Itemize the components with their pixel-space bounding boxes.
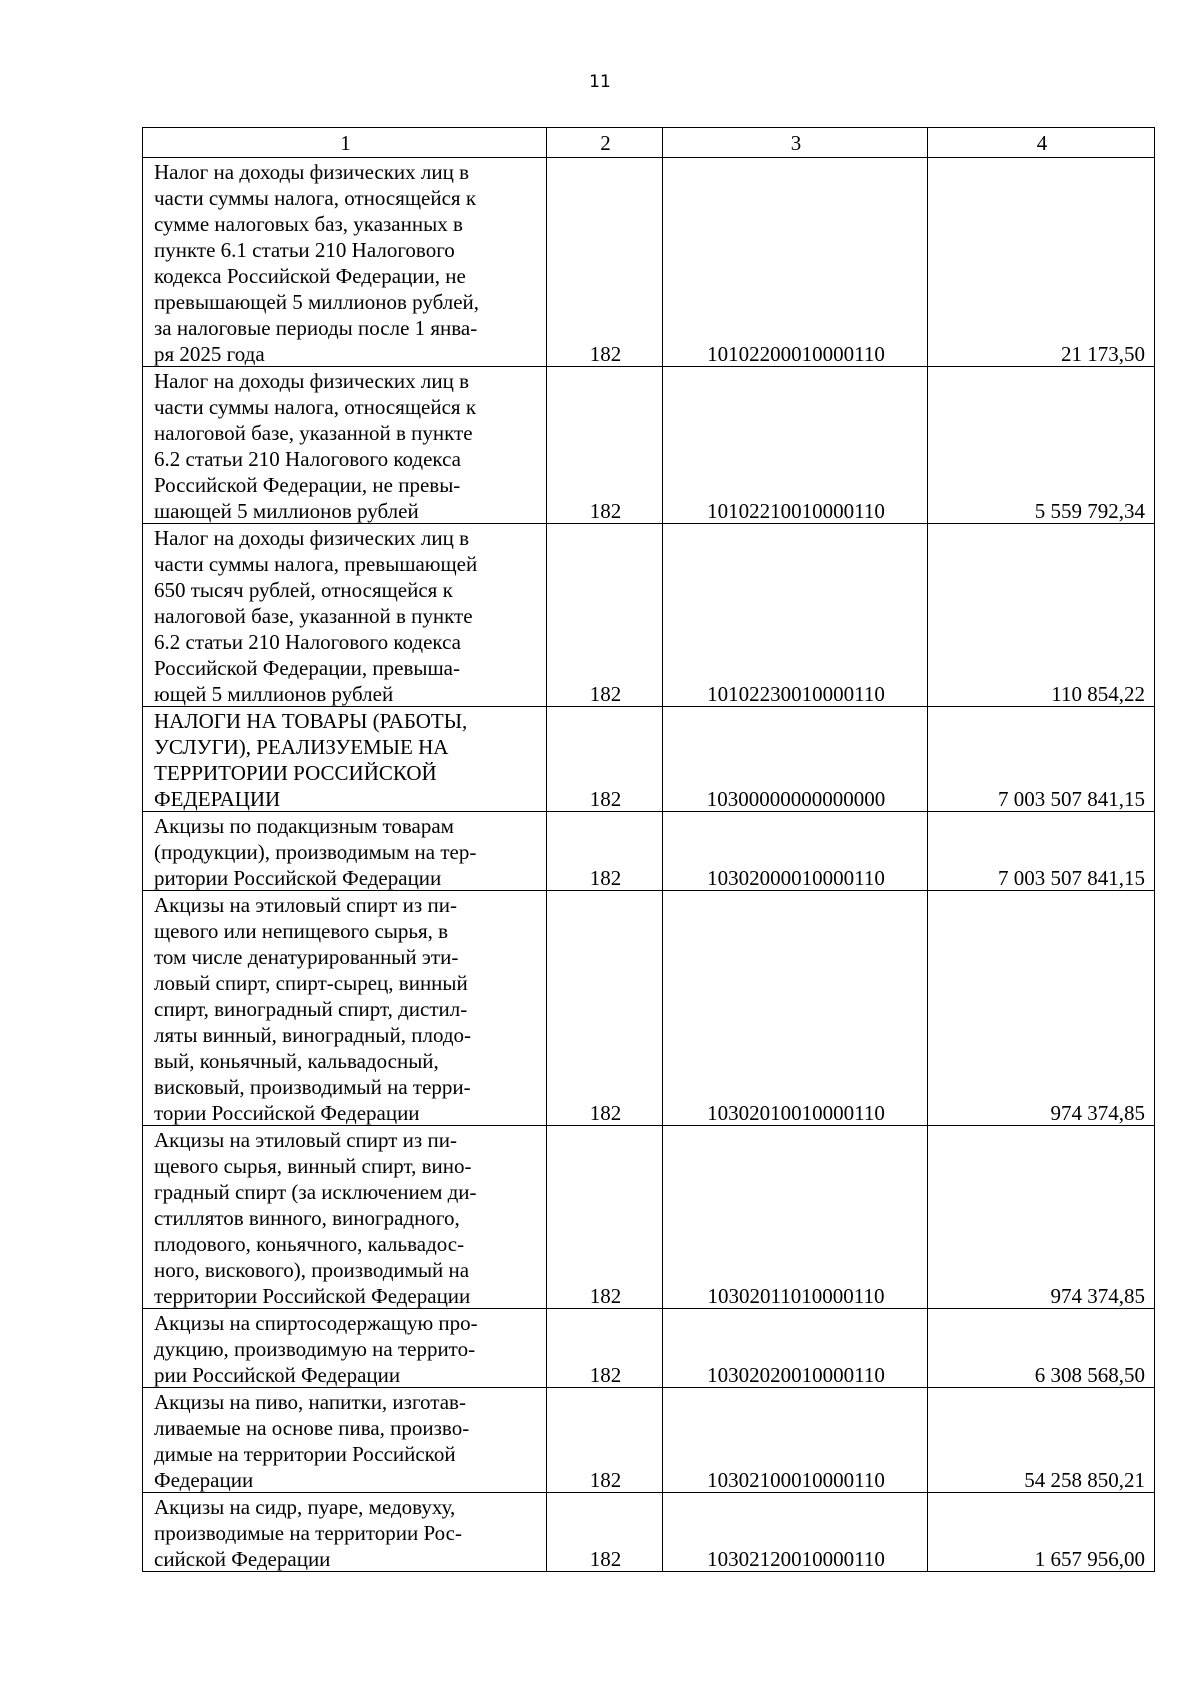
revenue-name-line: УСЛУГИ), РЕАЛИЗУЕМЫЕ НА [154, 735, 449, 759]
budget-classification-code-cell: 10302020010000110 [663, 1309, 928, 1388]
revenue-name-cell [143, 367, 547, 524]
page-number: 11 [589, 72, 611, 92]
revenue-name-cell [143, 1309, 547, 1388]
revenue-name-line: НАЛОГИ НА ТОВАРЫ (РАБОТЫ, [154, 709, 468, 733]
revenue-name-line: дукцию, производимую на террито- [154, 1337, 476, 1361]
budget-classification-code-cell: 10102230010000110 [663, 524, 928, 707]
revenue-name-line: ФЕДЕРАЦИИ [154, 787, 281, 811]
revenue-name-line: за налоговые периоды после 1 янва- [154, 316, 478, 340]
revenue-name-line: Налог на доходы физических лиц в [154, 369, 470, 393]
table-row [143, 1309, 1155, 1388]
revenue-name-line: (продукции), производимым на тер- [154, 840, 477, 864]
revenue-name-line: Акцизы на спиртосодержащую про- [154, 1311, 478, 1335]
revenue-name-line: ляты винный, виноградный, плодо- [154, 1023, 472, 1047]
revenue-name-line: тории Российской Федерации [154, 1101, 420, 1125]
revenue-name-line: Акцизы на пиво, напитки, изготав- [154, 1390, 466, 1414]
revenue-name-line: части суммы налога, относящейся к [154, 186, 477, 210]
admin-code-cell: 182 [547, 1388, 663, 1493]
column-header-4: 4 [928, 128, 1155, 158]
revenue-name-cell [143, 707, 547, 812]
revenue-name-line: превышающей 5 миллионов рублей, [154, 290, 480, 314]
revenue-name-cell [143, 1388, 547, 1493]
revenue-name-line: налоговой базе, указанной в пункте [154, 604, 473, 628]
table-row [143, 1388, 1155, 1493]
revenue-name-line: территории Российской Федерации [154, 1284, 471, 1308]
amount-cell: 6 308 568,50 [928, 1309, 1155, 1388]
amount-cell: 54 258 850,21 [928, 1388, 1155, 1493]
table-row [143, 707, 1155, 812]
revenue-name-line: Федерации [154, 1468, 254, 1492]
revenue-name-line: шающей 5 миллионов рублей [154, 499, 419, 523]
revenue-name-line: Российской Федерации, не превы- [154, 473, 461, 497]
amount-cell: 974 374,85 [928, 1126, 1155, 1309]
amount-cell: 110 854,22 [928, 524, 1155, 707]
budget-classification-code-cell: 10302120010000110 [663, 1493, 928, 1572]
revenue-name-line: сийской Федерации [154, 1547, 331, 1571]
amount-cell: 5 559 792,34 [928, 367, 1155, 524]
admin-code-cell: 182 [547, 524, 663, 707]
table-header-row [143, 128, 1155, 158]
revenue-name-line: Налог на доходы физических лиц в [154, 160, 470, 184]
revenue-name-cell [143, 812, 547, 891]
table-row [143, 812, 1155, 891]
revenue-name-line: 650 тысяч рублей, относящейся к [154, 578, 453, 602]
budget-classification-code-cell: 10302010010000110 [663, 891, 928, 1126]
revenue-name-line: ного, вискового), производимый на [154, 1258, 470, 1282]
amount-cell: 974 374,85 [928, 891, 1155, 1126]
revenue-name-line: щевого сырья, винный спирт, вино- [154, 1154, 472, 1178]
amount-cell: 7 003 507 841,15 [928, 707, 1155, 812]
revenue-name-line: стиллятов винного, виноградного, [154, 1206, 460, 1230]
revenue-name-line: кодекса Российской Федерации, не [154, 264, 466, 288]
table-row [143, 524, 1155, 707]
revenue-name-line: Российской Федерации, превыша- [154, 656, 460, 680]
revenue-name-line: Акцизы на этиловый спирт из пи- [154, 893, 457, 917]
admin-code-cell: 182 [547, 891, 663, 1126]
revenue-name-line: ющей 5 миллионов рублей [154, 682, 394, 706]
admin-code-cell: 182 [547, 812, 663, 891]
revenue-name-line: ТЕРРИТОРИИ РОССИЙСКОЙ [154, 761, 437, 785]
table-row [143, 1493, 1155, 1572]
revenue-name-line: ловый спирт, спирт-сырец, винный [154, 971, 468, 995]
admin-code-cell: 182 [547, 1493, 663, 1572]
revenue-name-line: плодового, коньячного, кальвадос- [154, 1232, 465, 1256]
admin-code-cell: 182 [547, 1309, 663, 1388]
admin-code-cell: 182 [547, 707, 663, 812]
revenue-name-line: рии Российской Федерации [154, 1363, 401, 1387]
revenue-name-line: вый, коньячный, кальвадосный, [154, 1049, 439, 1073]
revenue-name-line: части суммы налога, относящейся к [154, 395, 477, 419]
table-row [143, 891, 1155, 1126]
revenue-name-line: части суммы налога, превышающей [154, 552, 478, 576]
revenue-name-line: висковый, производимый на терри- [154, 1075, 471, 1099]
revenue-name-line: сумме налоговых баз, указанных в [154, 212, 463, 236]
revenue-name-line: градный спирт (за исключением ди- [154, 1180, 477, 1204]
amount-cell: 1 657 956,00 [928, 1493, 1155, 1572]
revenue-name-line: налоговой базе, указанной в пункте [154, 421, 473, 445]
column-header-1: 1 [143, 128, 547, 158]
budget-classification-code-cell: 10302011010000110 [663, 1126, 928, 1309]
budget-classification-code-cell: 10102200010000110 [663, 158, 928, 367]
revenue-name-line: ритории Российской Федерации [154, 866, 442, 890]
amount-cell: 21 173,50 [928, 158, 1155, 367]
column-header-2: 2 [547, 128, 663, 158]
revenue-name-line: Акцизы на этиловый спирт из пи- [154, 1128, 457, 1152]
revenue-name-line: Налог на доходы физических лиц в [154, 526, 470, 550]
revenue-name-cell [143, 158, 547, 367]
revenue-name-line: 6.2 статьи 210 Налогового кодекса [154, 630, 461, 654]
revenue-name-cell [143, 1126, 547, 1309]
budget-classification-code-cell: 10300000000000000 [663, 707, 928, 812]
revenue-name-line: 6.2 статьи 210 Налогового кодекса [154, 447, 461, 471]
revenue-name-cell [143, 524, 547, 707]
revenue-name-line: производимые на территории Рос- [154, 1521, 462, 1545]
admin-code-cell: 182 [547, 158, 663, 367]
admin-code-cell: 182 [547, 367, 663, 524]
table-row [143, 158, 1155, 367]
budget-classification-code-cell: 10302000010000110 [663, 812, 928, 891]
column-header-3: 3 [663, 128, 928, 158]
revenue-name-line: ря 2025 года [154, 342, 265, 366]
revenue-name-line: димые на территории Российской [154, 1442, 456, 1466]
admin-code-cell: 182 [547, 1126, 663, 1309]
revenue-name-cell [143, 891, 547, 1126]
revenue-name-line: пункте 6.1 статьи 210 Налогового [154, 238, 455, 262]
revenue-name-line: Акцизы по подакцизным товарам [154, 814, 454, 838]
revenue-name-line: спирт, виноградный спирт, дистил- [154, 997, 468, 1021]
table-row [143, 367, 1155, 524]
revenue-table [142, 127, 1155, 1572]
budget-classification-code-cell: 10302100010000110 [663, 1388, 928, 1493]
revenue-name-line: том числе денатурированный эти- [154, 945, 459, 969]
revenue-name-cell [143, 1493, 547, 1572]
revenue-name-line: ливаемые на основе пива, произво- [154, 1416, 470, 1440]
revenue-name-line: щевого или непищевого сырья, в [154, 919, 449, 943]
amount-cell: 7 003 507 841,15 [928, 812, 1155, 891]
revenue-name-line: Акцизы на сидр, пуаре, медовуху, [154, 1495, 456, 1519]
table-row [143, 1126, 1155, 1309]
budget-classification-code-cell: 10102210010000110 [663, 367, 928, 524]
